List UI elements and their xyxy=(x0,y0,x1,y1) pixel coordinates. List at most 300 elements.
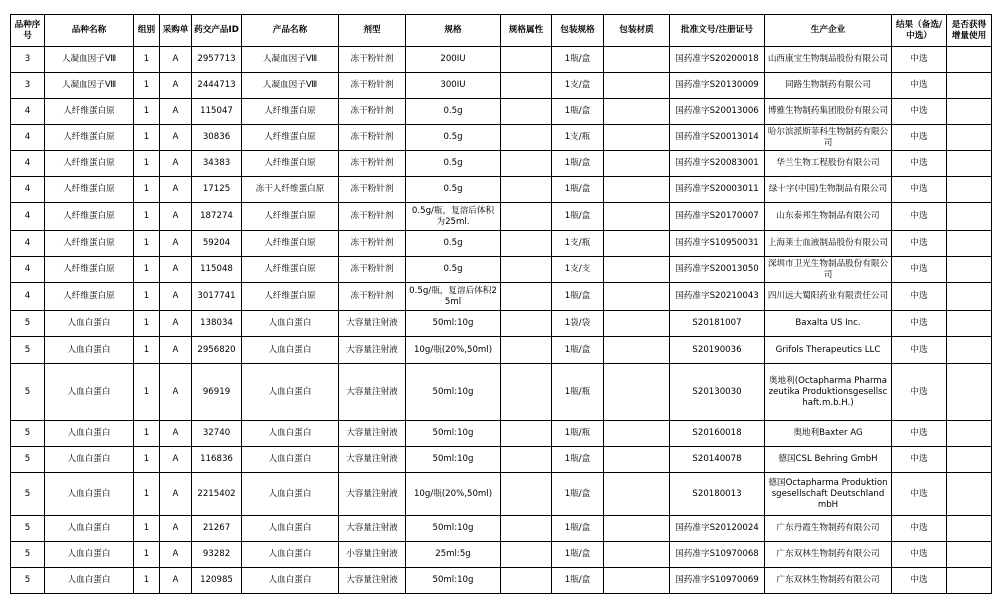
table-body xyxy=(11,47,992,594)
cell-spec: 50ml:10g xyxy=(406,421,501,447)
cell-pack-material xyxy=(604,516,670,542)
cell-spec: 10g/瓶(20%,50ml) xyxy=(406,473,501,516)
cell-pack-spec: 1瓶/盒 xyxy=(552,151,604,177)
cell-variety: 人纤维蛋白原 xyxy=(45,125,134,151)
cell-dosage-form: 大容量注射液 xyxy=(339,337,406,364)
cell-variety: 人纤维蛋白原 xyxy=(45,231,134,257)
cell-pack-material xyxy=(604,73,670,99)
table-row xyxy=(11,283,992,311)
cell-product-name: 人凝血因子Ⅷ xyxy=(242,73,339,99)
cell-result: 中选 xyxy=(892,337,947,364)
cell-pack-spec: 1瓶/盒 xyxy=(552,177,604,203)
cell-product-id: 115048 xyxy=(192,257,242,283)
cell-spec-attr xyxy=(501,568,552,594)
cell-seq: 4 xyxy=(11,125,45,151)
cell-variety: 人血白蛋白 xyxy=(45,542,134,568)
cell-group: 1 xyxy=(134,516,160,542)
cell-result: 中选 xyxy=(892,473,947,516)
cell-pack-material xyxy=(604,447,670,473)
cell-pack-spec: 1支/瓶 xyxy=(552,231,604,257)
cell-result: 中选 xyxy=(892,177,947,203)
cell-increment xyxy=(947,568,992,594)
cell-seq: 4 xyxy=(11,283,45,311)
cell-spec: 0.5g xyxy=(406,177,501,203)
cell-manufacturer: 山西康宝生物制品股份有限公司 xyxy=(765,47,892,73)
table-row xyxy=(11,47,992,73)
cell-product-name: 人血白蛋白 xyxy=(242,542,339,568)
cell-order: A xyxy=(160,364,192,421)
cell-group: 1 xyxy=(134,447,160,473)
cell-pack-material xyxy=(604,337,670,364)
cell-pack-spec: 1瓶/盒 xyxy=(552,337,604,364)
cell-seq: 4 xyxy=(11,151,45,177)
cell-approval-no: 国药准字S20003011 xyxy=(670,177,765,203)
cell-increment xyxy=(947,364,992,421)
cell-pack-spec: 1瓶/盒 xyxy=(552,516,604,542)
cell-spec: 200IU xyxy=(406,47,501,73)
cell-spec-attr xyxy=(501,257,552,283)
cell-group: 1 xyxy=(134,203,160,231)
cell-approval-no: S20130030 xyxy=(670,364,765,421)
cell-spec-attr xyxy=(501,283,552,311)
cell-spec: 0.5g xyxy=(406,99,501,125)
cell-order: A xyxy=(160,337,192,364)
cell-increment xyxy=(947,516,992,542)
cell-pack-spec: 1瓶/盒 xyxy=(552,47,604,73)
cell-seq: 5 xyxy=(11,421,45,447)
cell-product-id: 30836 xyxy=(192,125,242,151)
cell-approval-no: S20180013 xyxy=(670,473,765,516)
cell-increment xyxy=(947,447,992,473)
cell-spec: 300IU xyxy=(406,73,501,99)
cell-increment xyxy=(947,542,992,568)
cell-result: 中选 xyxy=(892,542,947,568)
cell-approval-no: S20140078 xyxy=(670,447,765,473)
cell-pack-material xyxy=(604,311,670,337)
cell-spec: 50ml:10g xyxy=(406,364,501,421)
cell-spec-attr xyxy=(501,516,552,542)
cell-product-name: 人血白蛋白 xyxy=(242,311,339,337)
cell-seq: 4 xyxy=(11,177,45,203)
cell-product-name: 冻干人纤维蛋白原 xyxy=(242,177,339,203)
cell-manufacturer: 广东双林生物制药有限公司 xyxy=(765,568,892,594)
cell-product-name: 人纤维蛋白原 xyxy=(242,257,339,283)
cell-approval-no: 国药准字S10970069 xyxy=(670,568,765,594)
cell-spec: 0.5g xyxy=(406,125,501,151)
cell-group: 1 xyxy=(134,568,160,594)
cell-approval-no: S20181007 xyxy=(670,311,765,337)
table-row xyxy=(11,337,992,364)
cell-product-name: 人纤维蛋白原 xyxy=(242,99,339,125)
cell-pack-material xyxy=(604,151,670,177)
cell-approval-no: 国药准字S20130009 xyxy=(670,73,765,99)
cell-pack-spec: 1瓶/盒 xyxy=(552,473,604,516)
table-row xyxy=(11,231,992,257)
cell-product-name: 人血白蛋白 xyxy=(242,421,339,447)
cell-manufacturer: 华兰生物工程股份有限公司 xyxy=(765,151,892,177)
cell-spec-attr xyxy=(501,73,552,99)
cell-group: 1 xyxy=(134,177,160,203)
cell-seq: 5 xyxy=(11,447,45,473)
cell-manufacturer: 奥地利(Octapharma Pharmazeutika Produktionsgesellschaft.m.b.H.) xyxy=(765,364,892,421)
cell-dosage-form: 大容量注射液 xyxy=(339,311,406,337)
cell-pack-spec: 1支/盒 xyxy=(552,73,604,99)
cell-product-name: 人纤维蛋白原 xyxy=(242,151,339,177)
cell-result: 中选 xyxy=(892,568,947,594)
col-header-variety: 品种名称 xyxy=(45,15,134,47)
col-header-approval-no: 批准文号/注册证号 xyxy=(670,15,765,47)
cell-product-id: 187274 xyxy=(192,203,242,231)
cell-dosage-form: 大容量注射液 xyxy=(339,421,406,447)
cell-approval-no: S20160018 xyxy=(670,421,765,447)
cell-variety: 人纤维蛋白原 xyxy=(45,151,134,177)
cell-group: 1 xyxy=(134,337,160,364)
cell-order: A xyxy=(160,568,192,594)
cell-variety: 人凝血因子Ⅷ xyxy=(45,73,134,99)
cell-order: A xyxy=(160,542,192,568)
cell-order: A xyxy=(160,516,192,542)
cell-spec-attr xyxy=(501,231,552,257)
cell-approval-no: 国药准字S10950031 xyxy=(670,231,765,257)
col-header-spec: 规格 xyxy=(406,15,501,47)
cell-variety: 人纤维蛋白原 xyxy=(45,257,134,283)
cell-product-name: 人纤维蛋白原 xyxy=(242,283,339,311)
cell-increment xyxy=(947,311,992,337)
cell-result: 中选 xyxy=(892,364,947,421)
cell-result: 中选 xyxy=(892,421,947,447)
cell-approval-no: S20190036 xyxy=(670,337,765,364)
cell-dosage-form: 冻干粉针剂 xyxy=(339,151,406,177)
cell-variety: 人血白蛋白 xyxy=(45,337,134,364)
cell-seq: 5 xyxy=(11,337,45,364)
cell-spec: 50ml:10g xyxy=(406,568,501,594)
cell-manufacturer: 四川远大蜀阳药业有限责任公司 xyxy=(765,283,892,311)
cell-dosage-form: 大容量注射液 xyxy=(339,473,406,516)
cell-product-name: 人纤维蛋白原 xyxy=(242,125,339,151)
cell-manufacturer: 山东泰邦生物制品有限公司 xyxy=(765,203,892,231)
cell-seq: 5 xyxy=(11,364,45,421)
table-row xyxy=(11,151,992,177)
cell-group: 1 xyxy=(134,151,160,177)
cell-result: 中选 xyxy=(892,231,947,257)
cell-spec-attr xyxy=(501,473,552,516)
cell-manufacturer: 德国CSL Behring GmbH xyxy=(765,447,892,473)
cell-approval-no: 国药准字S20170007 xyxy=(670,203,765,231)
cell-pack-material xyxy=(604,473,670,516)
cell-dosage-form: 大容量注射液 xyxy=(339,364,406,421)
table-row xyxy=(11,516,992,542)
cell-increment xyxy=(947,151,992,177)
cell-variety: 人血白蛋白 xyxy=(45,473,134,516)
cell-order: A xyxy=(160,447,192,473)
cell-variety: 人纤维蛋白原 xyxy=(45,283,134,311)
cell-spec-attr xyxy=(501,447,552,473)
cell-result: 中选 xyxy=(892,203,947,231)
col-header-pack-spec: 包装规格 xyxy=(552,15,604,47)
cell-manufacturer: 深圳市卫光生物制品股份有限公司 xyxy=(765,257,892,283)
cell-group: 1 xyxy=(134,364,160,421)
cell-product-name: 人凝血因子Ⅷ xyxy=(242,47,339,73)
col-header-pack-material: 包装材质 xyxy=(604,15,670,47)
cell-variety: 人血白蛋白 xyxy=(45,568,134,594)
cell-product-name: 人血白蛋白 xyxy=(242,447,339,473)
cell-spec-attr xyxy=(501,542,552,568)
cell-approval-no: 国药准字S20210043 xyxy=(670,283,765,311)
cell-increment xyxy=(947,177,992,203)
cell-group: 1 xyxy=(134,73,160,99)
cell-spec-attr xyxy=(501,177,552,203)
cell-group: 1 xyxy=(134,542,160,568)
cell-increment xyxy=(947,473,992,516)
cell-spec-attr xyxy=(501,203,552,231)
cell-manufacturer: 奥地利Baxter AG xyxy=(765,421,892,447)
cell-approval-no: 国药准字S20200018 xyxy=(670,47,765,73)
table-row xyxy=(11,73,992,99)
cell-result: 中选 xyxy=(892,283,947,311)
col-header-product-id: 药交产品ID xyxy=(192,15,242,47)
cell-order: A xyxy=(160,73,192,99)
cell-product-name: 人血白蛋白 xyxy=(242,568,339,594)
cell-pack-material xyxy=(604,568,670,594)
cell-result: 中选 xyxy=(892,516,947,542)
cell-increment xyxy=(947,203,992,231)
cell-increment xyxy=(947,231,992,257)
cell-pack-spec: 1瓶/盒 xyxy=(552,99,604,125)
cell-product-id: 93282 xyxy=(192,542,242,568)
cell-product-id: 2215402 xyxy=(192,473,242,516)
cell-pack-spec: 1袋/袋 xyxy=(552,311,604,337)
cell-result: 中选 xyxy=(892,73,947,99)
cell-product-name: 人血白蛋白 xyxy=(242,364,339,421)
cell-increment xyxy=(947,421,992,447)
cell-dosage-form: 冻干粉针剂 xyxy=(339,283,406,311)
cell-product-id: 116836 xyxy=(192,447,242,473)
cell-approval-no: 国药准字S20083001 xyxy=(670,151,765,177)
cell-variety: 人血白蛋白 xyxy=(45,516,134,542)
cell-pack-spec: 1瓶/盒 xyxy=(552,568,604,594)
cell-spec: 0.5g/瓶，复溶后体积为25ml. xyxy=(406,203,501,231)
col-header-seq: 品种序号 xyxy=(11,15,45,47)
cell-spec: 25ml:5g xyxy=(406,542,501,568)
cell-result: 中选 xyxy=(892,47,947,73)
table-row xyxy=(11,568,992,594)
cell-pack-spec: 1瓶/盒 xyxy=(552,203,604,231)
cell-group: 1 xyxy=(134,99,160,125)
cell-variety: 人血白蛋白 xyxy=(45,447,134,473)
table-row xyxy=(11,177,992,203)
table-row xyxy=(11,257,992,283)
cell-dosage-form: 大容量注射液 xyxy=(339,516,406,542)
cell-pack-material xyxy=(604,421,670,447)
cell-increment xyxy=(947,73,992,99)
cell-manufacturer: 哈尔滨派斯菲科生物制药有限公司 xyxy=(765,125,892,151)
cell-dosage-form: 冻干粉针剂 xyxy=(339,47,406,73)
cell-product-name: 人血白蛋白 xyxy=(242,516,339,542)
table-row xyxy=(11,99,992,125)
col-header-spec-attr: 规格属性 xyxy=(501,15,552,47)
cell-spec: 0.5g xyxy=(406,231,501,257)
col-header-increment: 是否获得增量使用 xyxy=(947,15,992,47)
cell-pack-material xyxy=(604,47,670,73)
cell-seq: 5 xyxy=(11,568,45,594)
table-row xyxy=(11,125,992,151)
cell-pack-spec: 1支/支 xyxy=(552,257,604,283)
cell-product-id: 59204 xyxy=(192,231,242,257)
cell-spec-attr xyxy=(501,151,552,177)
cell-pack-material xyxy=(604,99,670,125)
cell-spec-attr xyxy=(501,364,552,421)
cell-manufacturer: 广东丹霞生物制药有限公司 xyxy=(765,516,892,542)
cell-approval-no: 国药准字S20120024 xyxy=(670,516,765,542)
cell-spec: 0.5g xyxy=(406,257,501,283)
cell-result: 中选 xyxy=(892,447,947,473)
cell-seq: 5 xyxy=(11,473,45,516)
cell-product-id: 2956820 xyxy=(192,337,242,364)
cell-manufacturer: 同路生物制药有限公司 xyxy=(765,73,892,99)
cell-result: 中选 xyxy=(892,311,947,337)
cell-pack-spec: 1瓶/瓶 xyxy=(552,421,604,447)
cell-approval-no: 国药准字S20013006 xyxy=(670,99,765,125)
table-row xyxy=(11,311,992,337)
cell-increment xyxy=(947,257,992,283)
col-header-dosage-form: 剂型 xyxy=(339,15,406,47)
cell-product-name: 人血白蛋白 xyxy=(242,337,339,364)
cell-pack-material xyxy=(604,177,670,203)
cell-dosage-form: 冻干粉针剂 xyxy=(339,125,406,151)
table-row xyxy=(11,421,992,447)
cell-order: A xyxy=(160,257,192,283)
cell-variety: 人纤维蛋白原 xyxy=(45,177,134,203)
cell-product-id: 2957713 xyxy=(192,47,242,73)
cell-pack-material xyxy=(604,364,670,421)
table-row xyxy=(11,473,992,516)
cell-increment xyxy=(947,99,992,125)
cell-variety: 人纤维蛋白原 xyxy=(45,203,134,231)
cell-spec-attr xyxy=(501,47,552,73)
cell-seq: 3 xyxy=(11,73,45,99)
cell-result: 中选 xyxy=(892,257,947,283)
cell-manufacturer: 博雅生物制药集团股份有限公司 xyxy=(765,99,892,125)
cell-pack-spec: 1瓶/瓶 xyxy=(552,364,604,421)
cell-dosage-form: 冻干粉针剂 xyxy=(339,203,406,231)
cell-spec-attr xyxy=(501,421,552,447)
cell-product-name: 人血白蛋白 xyxy=(242,473,339,516)
cell-order: A xyxy=(160,125,192,151)
cell-group: 1 xyxy=(134,125,160,151)
cell-manufacturer: 绿十字(中国)生物制品有限公司 xyxy=(765,177,892,203)
cell-seq: 4 xyxy=(11,99,45,125)
cell-pack-spec: 1支/瓶 xyxy=(552,125,604,151)
cell-group: 1 xyxy=(134,473,160,516)
cell-dosage-form: 冻干粉针剂 xyxy=(339,231,406,257)
cell-product-id: 21267 xyxy=(192,516,242,542)
cell-spec: 50ml:10g xyxy=(406,516,501,542)
cell-dosage-form: 冻干粉针剂 xyxy=(339,99,406,125)
cell-order: A xyxy=(160,311,192,337)
cell-variety: 人血白蛋白 xyxy=(45,364,134,421)
cell-group: 1 xyxy=(134,311,160,337)
cell-variety: 人凝血因子Ⅷ xyxy=(45,47,134,73)
cell-product-name: 人纤维蛋白原 xyxy=(242,203,339,231)
cell-pack-spec: 1瓶/盒 xyxy=(552,283,604,311)
table-row xyxy=(11,447,992,473)
col-header-group: 组别 xyxy=(134,15,160,47)
cell-seq: 4 xyxy=(11,203,45,231)
cell-dosage-form: 大容量注射液 xyxy=(339,447,406,473)
cell-spec-attr xyxy=(501,99,552,125)
table-row xyxy=(11,542,992,568)
procurement-result-sheet xyxy=(10,14,991,594)
cell-pack-spec: 1瓶/盒 xyxy=(552,447,604,473)
cell-increment xyxy=(947,283,992,311)
cell-product-name: 人纤维蛋白原 xyxy=(242,231,339,257)
cell-approval-no: 国药准字S10970068 xyxy=(670,542,765,568)
cell-group: 1 xyxy=(134,283,160,311)
cell-dosage-form: 小容量注射液 xyxy=(339,542,406,568)
cell-spec-attr xyxy=(501,311,552,337)
cell-pack-spec: 1瓶/盒 xyxy=(552,542,604,568)
cell-seq: 3 xyxy=(11,47,45,73)
cell-dosage-form: 大容量注射液 xyxy=(339,568,406,594)
cell-product-id: 3017741 xyxy=(192,283,242,311)
cell-pack-material xyxy=(604,283,670,311)
cell-product-id: 138034 xyxy=(192,311,242,337)
cell-pack-material xyxy=(604,542,670,568)
cell-group: 1 xyxy=(134,47,160,73)
cell-order: A xyxy=(160,231,192,257)
cell-spec: 50ml:10g xyxy=(406,447,501,473)
cell-product-id: 17125 xyxy=(192,177,242,203)
cell-product-id: 115047 xyxy=(192,99,242,125)
cell-group: 1 xyxy=(134,421,160,447)
col-header-result: 结果（备选/中选） xyxy=(892,15,947,47)
cell-variety: 人血白蛋白 xyxy=(45,421,134,447)
cell-result: 中选 xyxy=(892,151,947,177)
cell-variety: 人纤维蛋白原 xyxy=(45,99,134,125)
cell-order: A xyxy=(160,283,192,311)
cell-manufacturer: Grifols Therapeutics LLC xyxy=(765,337,892,364)
cell-result: 中选 xyxy=(892,125,947,151)
cell-increment xyxy=(947,125,992,151)
cell-group: 1 xyxy=(134,231,160,257)
table-row xyxy=(11,364,992,421)
cell-seq: 5 xyxy=(11,542,45,568)
cell-dosage-form: 冻干粉针剂 xyxy=(339,257,406,283)
table-row xyxy=(11,203,992,231)
cell-pack-material xyxy=(604,231,670,257)
cell-order: A xyxy=(160,473,192,516)
cell-manufacturer: 德国Octapharma Produktionsgesellschaft Deutschland mbH xyxy=(765,473,892,516)
col-header-manufacturer: 生产企业 xyxy=(765,15,892,47)
cell-increment xyxy=(947,337,992,364)
cell-dosage-form: 冻干粉针剂 xyxy=(339,73,406,99)
cell-pack-material xyxy=(604,203,670,231)
cell-spec: 0.5g/瓶，复溶后体积25ml xyxy=(406,283,501,311)
cell-increment xyxy=(947,47,992,73)
col-header-product-name: 产品名称 xyxy=(242,15,339,47)
cell-seq: 4 xyxy=(11,231,45,257)
cell-pack-material xyxy=(604,257,670,283)
cell-spec: 10g/瓶(20%,50ml) xyxy=(406,337,501,364)
cell-spec-attr xyxy=(501,337,552,364)
cell-manufacturer: 广东双林生物制药有限公司 xyxy=(765,542,892,568)
cell-manufacturer: 上海莱士血液制品股份有限公司 xyxy=(765,231,892,257)
cell-product-id: 120985 xyxy=(192,568,242,594)
cell-variety: 人血白蛋白 xyxy=(45,311,134,337)
cell-spec-attr xyxy=(501,125,552,151)
col-header-order: 采购单 xyxy=(160,15,192,47)
cell-dosage-form: 冻干粉针剂 xyxy=(339,177,406,203)
